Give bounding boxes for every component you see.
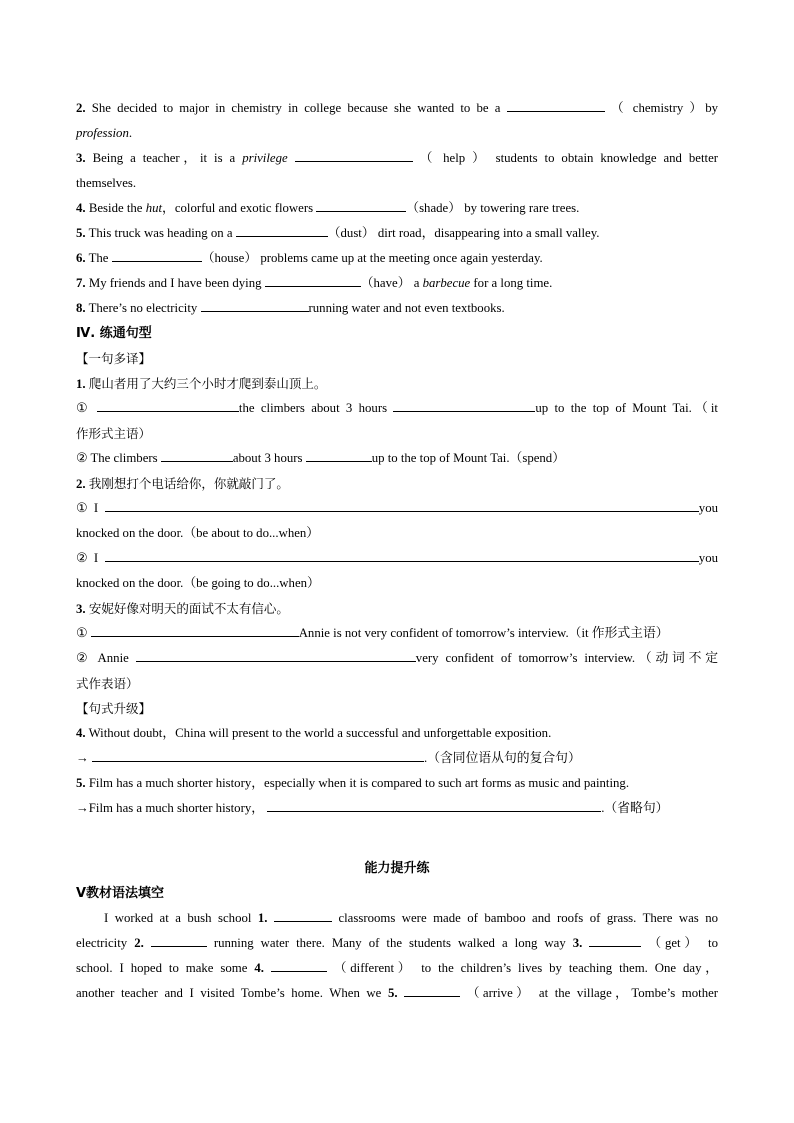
- sentence-1-prompt: 1. 爬山者用了大约三个小时才爬到泰山顶上。: [76, 376, 327, 391]
- sentence-3-prompt: 3. 安妮好像对明天的面试不太有信心。: [76, 601, 289, 616]
- sentence-1-option-1-cont: 作形式主语）: [76, 426, 152, 441]
- section-4-title: Ⅳ. 练通句型: [76, 326, 152, 341]
- sentence-4-answer: → .（含同位语从句的复合句）: [76, 746, 718, 771]
- sentence-3-option-2-cont: 式作表语）: [76, 676, 139, 691]
- answer-blank[interactable]: [271, 957, 327, 972]
- answer-blank[interactable]: [295, 147, 413, 162]
- sentence-4-prompt: 4. Without doubt，China will present to the world a successful and unforgettable exposition.: [76, 726, 552, 740]
- answer-blank[interactable]: [589, 932, 641, 947]
- answer-blank[interactable]: [316, 197, 406, 212]
- exercise-item-3: 3. Being a teacher，it is a privilege （ help ） students to obtain knowledge and better: [76, 146, 718, 171]
- sentence-2-prompt: 2. 我刚想打个电话给你，你就敲门了。: [76, 476, 289, 491]
- exercise-item-4: 4. Beside the hut，colorful and exotic flowers （shade） by towering rare trees.: [76, 196, 718, 221]
- sentence-3-option-1: ① Annie is not very confident of tomorrow’s interview.（it 作形式主语）: [76, 621, 718, 646]
- passage-line-2: electricity 2. running water there. Many of the students walked a long way 3. （get） to: [76, 931, 718, 956]
- answer-blank[interactable]: [274, 907, 332, 922]
- section-heading-ability: 能力提升练: [364, 861, 430, 876]
- answer-blank[interactable]: [236, 222, 328, 237]
- answer-blank[interactable]: [97, 397, 239, 412]
- answer-blank[interactable]: [151, 932, 207, 947]
- answer-blank[interactable]: [105, 497, 699, 512]
- exercise-item-3-cont: themselves.: [76, 176, 137, 190]
- answer-blank[interactable]: [105, 547, 699, 562]
- answer-blank[interactable]: [201, 297, 309, 312]
- exercise-item-5: 5. This truck was heading on a （dust） dirt road，disappearing into a small valley.: [76, 221, 718, 246]
- sentence-1-option-1: ① the climbers about 3 hours up to the top of Mount Tai.（it: [76, 396, 718, 421]
- exercise-item-6: 6. The （house） problems came up at the meeting once again yesterday.: [76, 246, 718, 271]
- section-5-title: Ⅴ教材语法填空: [76, 886, 165, 901]
- exercise-item-7: 7. My friends and I have been dying （have） a barbecue for a long time.: [76, 271, 718, 296]
- sentence-2-option-2: ② I you: [76, 546, 718, 571]
- worksheet-page: [76, 96, 718, 1006]
- subsection-sentence-upgrade: 【句式升级】: [76, 701, 152, 716]
- answer-blank[interactable]: [267, 797, 601, 812]
- answer-blank[interactable]: [404, 982, 460, 997]
- answer-blank[interactable]: [161, 447, 233, 462]
- sentence-2-option-1: ① I you: [76, 496, 718, 521]
- passage-line-1: I worked at a bush school 1. classrooms were made of bamboo and roofs of grass. There was no: [76, 906, 718, 931]
- subsection-multi-translation: 【一句多译】: [76, 351, 152, 366]
- answer-blank[interactable]: [306, 447, 372, 462]
- answer-blank[interactable]: [112, 247, 202, 262]
- sentence-5-prompt: 5. Film has a much shorter history，especially when it is compared to such art forms as music and painting.: [76, 776, 630, 790]
- sentence-2-option-1-cont: knocked on the door.（be about to do...when）: [76, 526, 320, 540]
- answer-blank[interactable]: [507, 97, 605, 112]
- passage-line-4: another teacher and I visited Tombe’s home. When we 5. （arrive） at the village，Tombe’s mother: [76, 981, 718, 1006]
- answer-blank[interactable]: [92, 747, 424, 762]
- sentence-3-option-2: ② Annie very confident of tomorrow’s interview.（动词不定: [76, 646, 718, 671]
- answer-blank[interactable]: [265, 272, 361, 287]
- passage-line-3: school. I hoped to make some 4. （different） to the children’s lives by teaching them. One day，: [76, 956, 718, 981]
- sentence-5-answer: →Film has a much shorter history， .（省略句）: [76, 796, 718, 821]
- exercise-item-2: 2. She decided to major in chemistry in college because she wanted to be a （ chemistry ）by: [76, 96, 718, 121]
- sentence-1-option-2: ② The climbers about 3 hours up to the top of Mount Tai.（spend）: [76, 446, 718, 471]
- exercise-item-2-cont: profession.: [76, 126, 133, 140]
- answer-blank[interactable]: [91, 622, 299, 637]
- sentence-2-option-2-cont: knocked on the door.（be going to do...when）: [76, 576, 320, 590]
- answer-blank[interactable]: [136, 647, 416, 662]
- answer-blank[interactable]: [393, 397, 535, 412]
- exercise-item-8: 8. There’s no electricity running water and not even textbooks.: [76, 296, 718, 321]
